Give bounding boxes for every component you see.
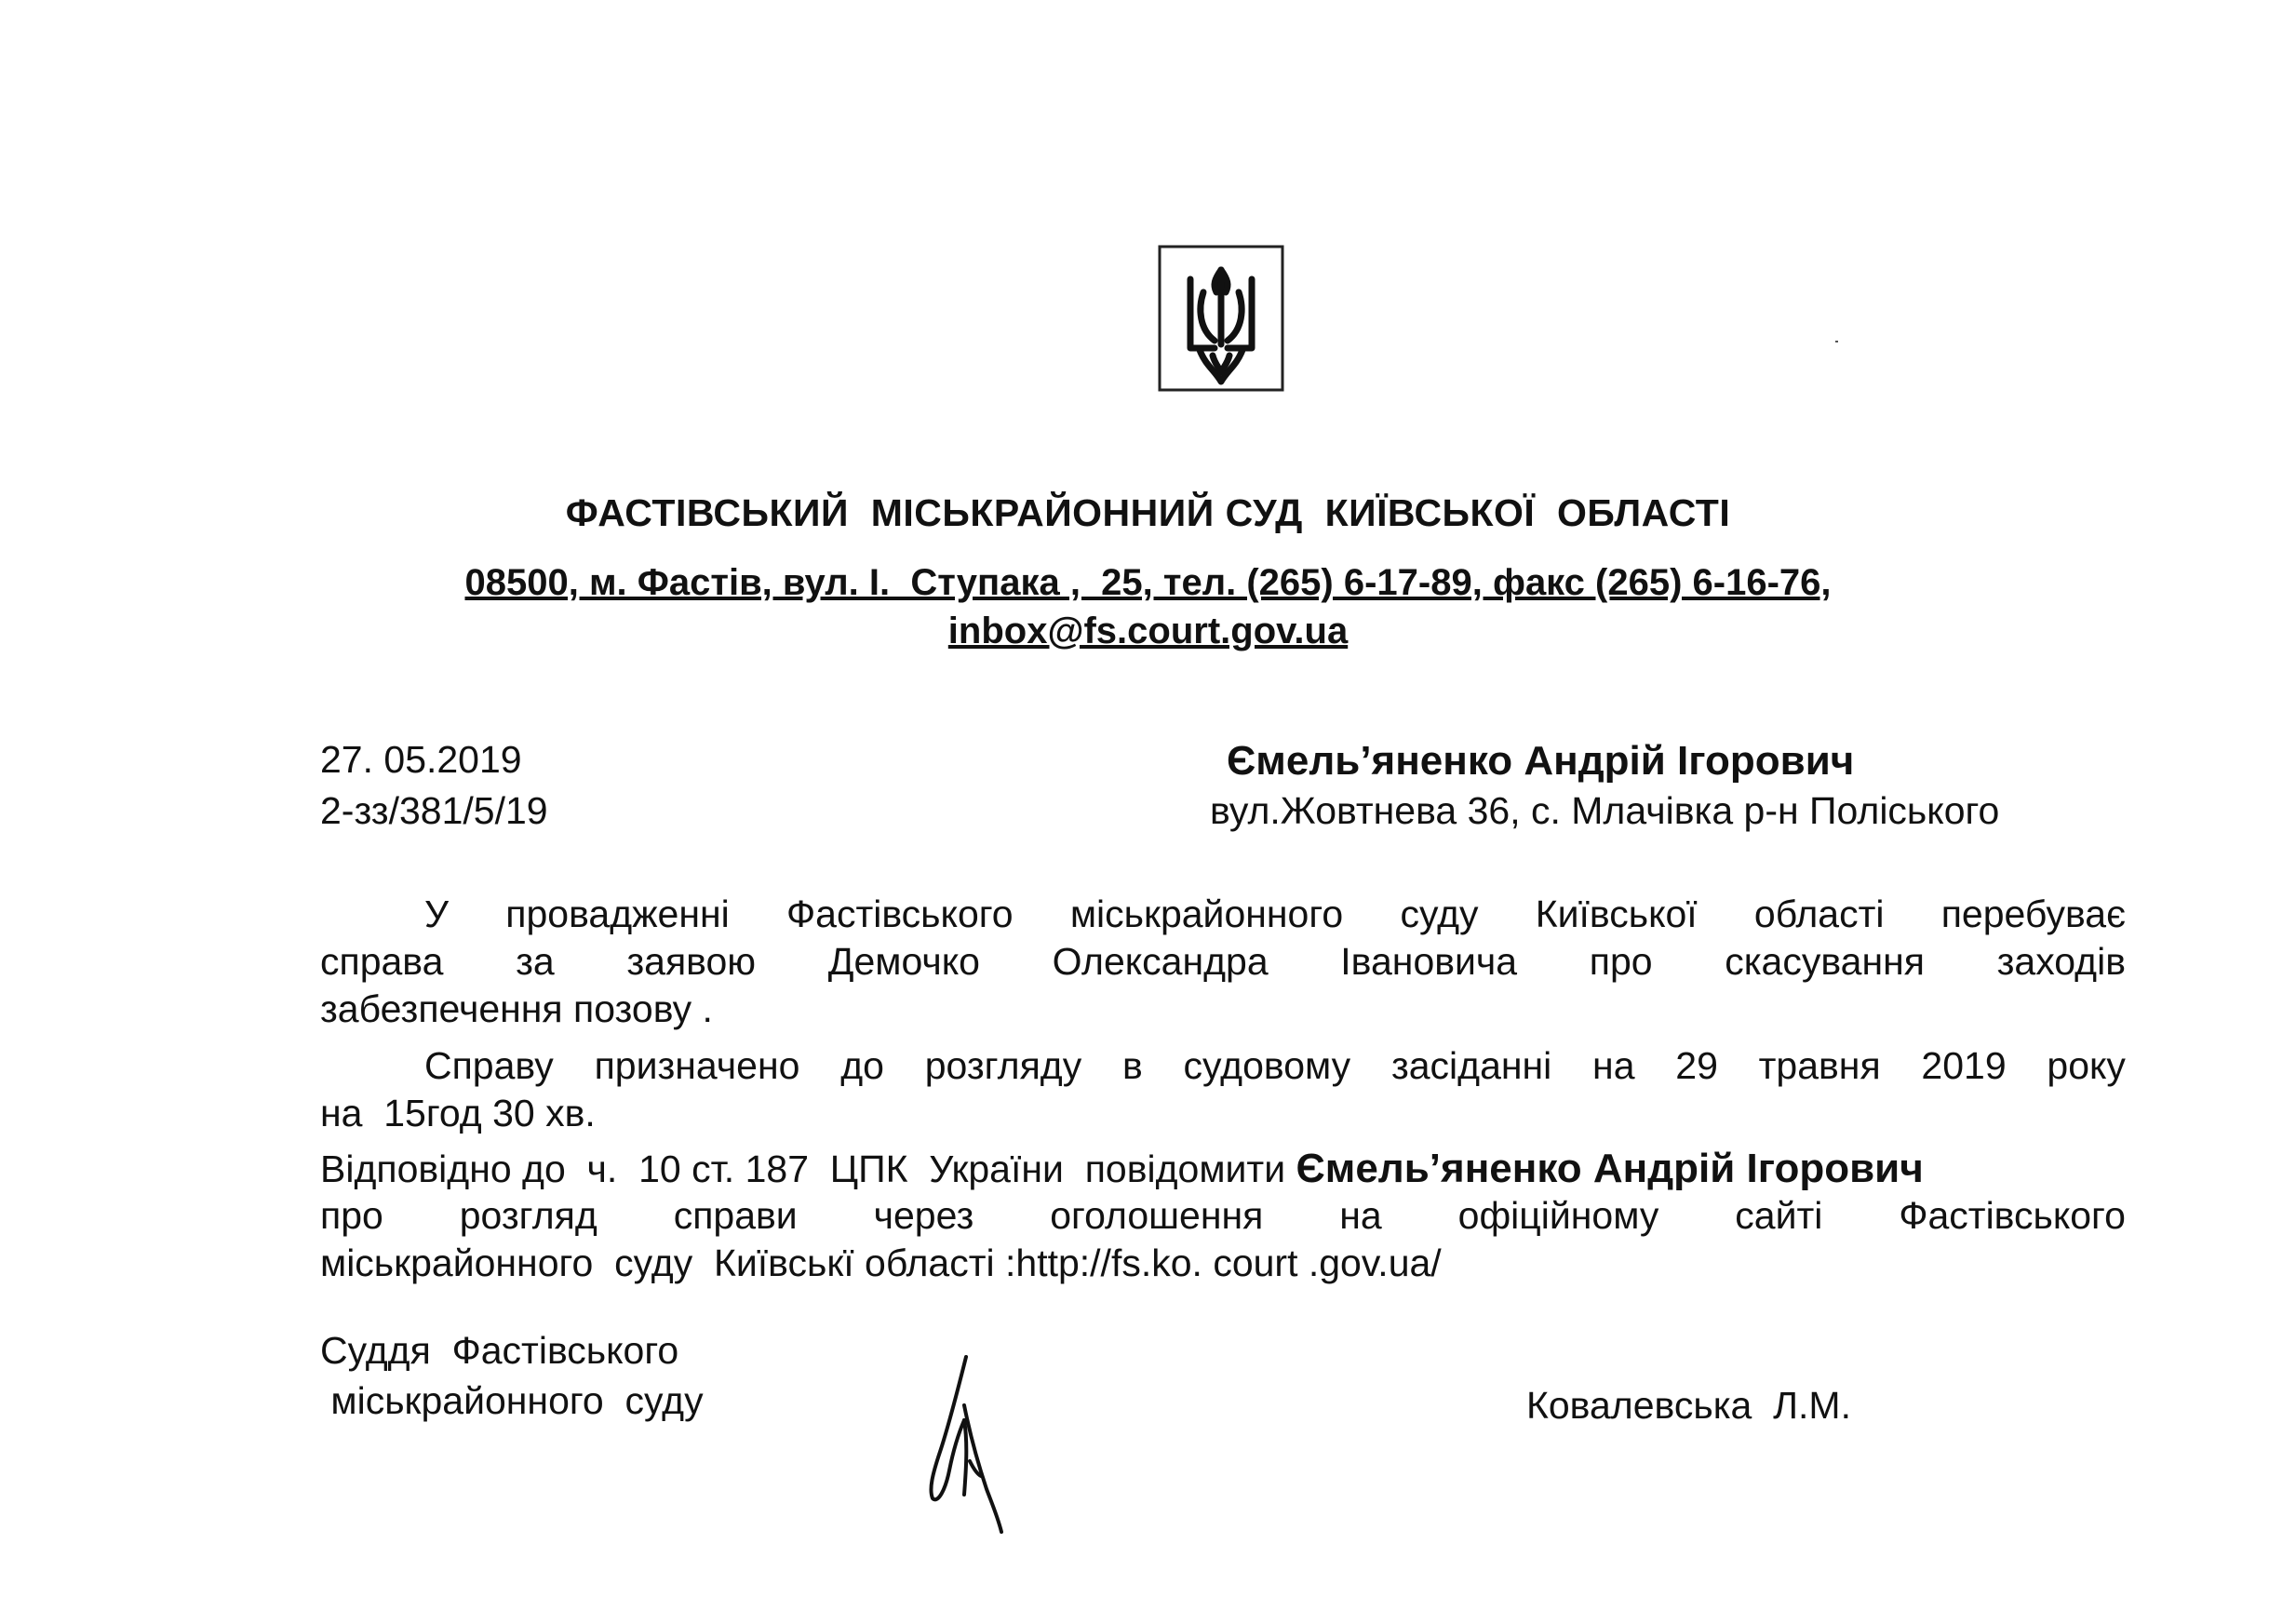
paragraph-3-line-1 bbox=[320, 1145, 2126, 1192]
word: до bbox=[840, 1044, 884, 1087]
body-paragraphs bbox=[320, 891, 2126, 1287]
word: Олександра bbox=[1052, 940, 1269, 983]
word: Демочко bbox=[827, 940, 980, 983]
court-email: inbox@fs.court.gov.ua bbox=[947, 611, 1349, 651]
word: через bbox=[873, 1194, 974, 1237]
paragraph-1-line-2 bbox=[320, 938, 2126, 986]
court-address: 08500, м. Фастів, вул. І. Ступака , 25, тел. (265) 6-17-89, факс (265) 6-16-76, bbox=[464, 562, 1832, 603]
recipient-address: вул.Жовтнева 36, с. Млачівка р-н Поліського bbox=[1210, 789, 2000, 832]
word: на bbox=[1592, 1044, 1635, 1087]
word: розгляду bbox=[924, 1044, 1082, 1087]
word: перебуває bbox=[1940, 892, 2126, 935]
word: офіційному bbox=[1457, 1194, 1659, 1237]
word: на bbox=[1339, 1194, 1382, 1237]
word: 29 bbox=[1675, 1044, 1718, 1087]
recipient-name: Ємель’яненко Андрій Ігорович bbox=[1227, 738, 1855, 784]
judge-label-line-2: міськрайонного суду bbox=[320, 1379, 704, 1422]
word: 2019 bbox=[1921, 1044, 2007, 1087]
paragraph-2-line-1 bbox=[320, 1042, 2126, 1090]
paragraph-3-line-3: міськрайонного суду Київськї області :http://fs.ko. court .gov.ua/ bbox=[320, 1241, 1442, 1284]
notice-text: Відповідно до ч. 10 ст. 187 ЦПК України повідомити bbox=[320, 1147, 1296, 1190]
word: провадженні bbox=[505, 892, 730, 935]
court-name: ФАСТІВСЬКИЙ МІСЬКРАЙОННИЙ СУД КИЇВСЬКОЇ ОБЛАСТІ bbox=[565, 491, 1731, 534]
judge-label-line-1: Суддя Фастівського bbox=[320, 1329, 679, 1372]
word: заявою bbox=[626, 940, 757, 983]
word: міськрайонного bbox=[1069, 892, 1344, 935]
word: скасування bbox=[1725, 940, 1925, 983]
word: сайті bbox=[1735, 1194, 1823, 1237]
word: про bbox=[1589, 940, 1653, 983]
document-date: 27. 05.2019 bbox=[320, 738, 522, 781]
word: Фастівського bbox=[786, 892, 1014, 935]
paragraph-3-line-2 bbox=[320, 1192, 2126, 1240]
word: справа bbox=[320, 940, 444, 983]
paragraph-1-line-3: забезпечення позову . bbox=[320, 987, 713, 1030]
word: оголошення bbox=[1050, 1194, 1264, 1237]
case-number: 2-зз/381/5/19 bbox=[320, 789, 548, 832]
word: про bbox=[320, 1194, 383, 1237]
paragraph-2-line-2: на 15год 30 хв. bbox=[320, 1092, 596, 1134]
handwritten-signature bbox=[912, 1349, 1014, 1536]
word: в bbox=[1122, 1044, 1143, 1087]
word: суду bbox=[1400, 892, 1479, 935]
word: травня bbox=[1758, 1044, 1881, 1087]
word: заходів bbox=[1996, 940, 2126, 983]
scan-speck bbox=[1835, 341, 1838, 342]
word: Київської bbox=[1535, 892, 1698, 935]
word: призначено bbox=[594, 1044, 800, 1087]
word: Івановича bbox=[1340, 940, 1518, 983]
word: за bbox=[516, 940, 555, 983]
word: У bbox=[424, 892, 450, 935]
word: справи bbox=[673, 1194, 798, 1237]
coat-of-arms-icon bbox=[1157, 244, 1285, 393]
word: засіданні bbox=[1390, 1044, 1552, 1087]
word: судовому bbox=[1183, 1044, 1351, 1087]
paragraph-1-line-1 bbox=[320, 891, 2126, 938]
word: розгляд bbox=[459, 1194, 597, 1237]
word: області bbox=[1753, 892, 1885, 935]
notified-person-name: Ємель’яненко Андрій Ігорович bbox=[1296, 1146, 1924, 1191]
word: Фастівського bbox=[1899, 1194, 2126, 1237]
word: Справу bbox=[424, 1044, 554, 1087]
judge-name: Ковалевська Л.М. bbox=[1526, 1384, 1851, 1427]
word: року bbox=[2047, 1044, 2126, 1087]
